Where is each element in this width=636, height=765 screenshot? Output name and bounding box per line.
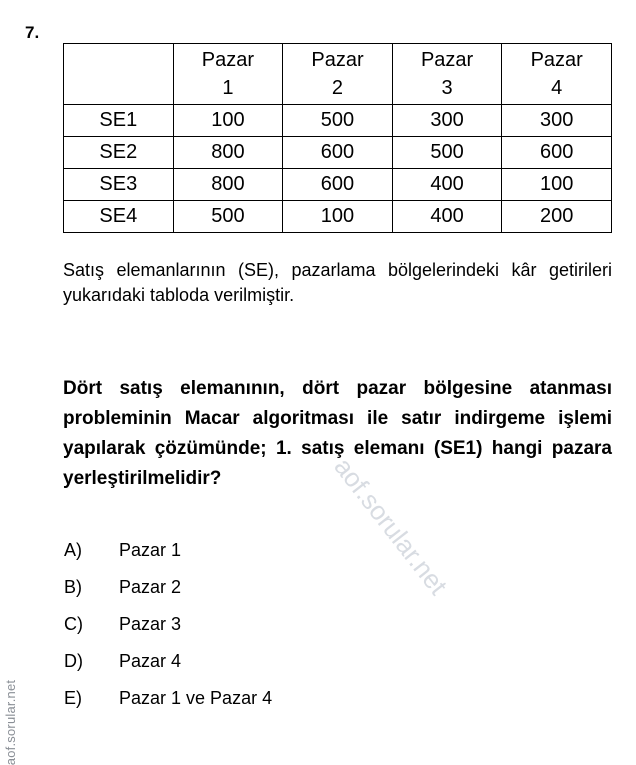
- table-cell: 200: [502, 201, 612, 233]
- question-prompt-text: Dört satış elemanının, dört pazar bölgesine atanması probleminin Macar algoritması ile satır indirgeme işlemi yapılarak çözümünde; 1. satış elemanı (SE1) hangi pazara yerleştirilmelidir?: [63, 378, 612, 489]
- column-header-pazar-1: [173, 44, 283, 105]
- table-cell: 300: [502, 105, 612, 137]
- row-header-se4: SE4: [64, 201, 174, 233]
- option-d[interactable]: [64, 651, 564, 688]
- table-row: [64, 169, 612, 201]
- column-header-title: Pazar: [201, 49, 255, 71]
- option-letter: E): [64, 688, 82, 708]
- diagonal-watermark: aof.sorular.net: [328, 452, 454, 601]
- option-label: Pazar 2: [119, 577, 182, 597]
- column-header-pazar-3: [392, 44, 502, 105]
- option-letter: D): [64, 651, 83, 671]
- option-label: Pazar 1 ve Pazar 4: [119, 688, 273, 708]
- column-header-index: 4: [551, 77, 563, 99]
- table-cell: 100: [502, 169, 612, 201]
- table-cell: 100: [283, 201, 393, 233]
- table-cell: 600: [502, 137, 612, 169]
- table-corner-cell: [64, 44, 174, 105]
- table-cell: 600: [283, 137, 393, 169]
- option-a[interactable]: [64, 540, 564, 577]
- table-row: [64, 201, 612, 233]
- table-header-row: [64, 44, 612, 105]
- row-header-se2: SE2: [64, 137, 174, 169]
- side-watermark-text: aof.sorular.net: [3, 679, 19, 765]
- column-header-index: 2: [331, 77, 344, 99]
- question-intro-text: Satış elemanlarının (SE), pazarlama bölgelerindeki kâr getirileri yukarıdaki tabloda verilmiştir.: [63, 260, 612, 305]
- column-header-pazar-4: [502, 44, 612, 105]
- table-header: [64, 44, 612, 105]
- option-label: Pazar 3: [119, 614, 182, 634]
- column-header-index: 3: [441, 77, 453, 99]
- table-cell: 400: [392, 201, 502, 233]
- row-header-se1: SE1: [64, 105, 174, 137]
- option-label: Pazar 4: [119, 651, 182, 671]
- table-row: [64, 105, 612, 137]
- table-cell: 100: [173, 105, 283, 137]
- table-cell: 500: [392, 137, 502, 169]
- option-e[interactable]: [64, 688, 564, 725]
- table-cell: 800: [173, 169, 283, 201]
- profit-table: [63, 43, 612, 233]
- table-cell: 400: [392, 169, 502, 201]
- row-header-se3: SE3: [64, 169, 174, 201]
- table-cell: 600: [283, 169, 393, 201]
- table-cell: 500: [173, 201, 283, 233]
- option-letter: C): [64, 614, 83, 634]
- column-header-title: Pazar: [311, 49, 364, 71]
- column-header-index: 1: [222, 77, 234, 99]
- column-header-title: Pazar: [420, 49, 474, 71]
- option-letter: A): [64, 540, 82, 560]
- option-letter: B): [64, 577, 82, 597]
- table-cell: 800: [173, 137, 283, 169]
- question-number: 7.: [25, 23, 40, 42]
- column-header-pazar-2: [283, 44, 393, 105]
- table-row: [64, 137, 612, 169]
- option-label: Pazar 1: [119, 540, 182, 560]
- column-header-title: Pazar: [530, 49, 583, 71]
- option-c[interactable]: [64, 614, 564, 651]
- side-watermark: [0, 600, 22, 765]
- table-cell: 300: [392, 105, 502, 137]
- option-b[interactable]: [64, 577, 564, 614]
- answer-options-list: [64, 540, 564, 725]
- table-body: [64, 105, 612, 233]
- table-cell: 500: [283, 105, 393, 137]
